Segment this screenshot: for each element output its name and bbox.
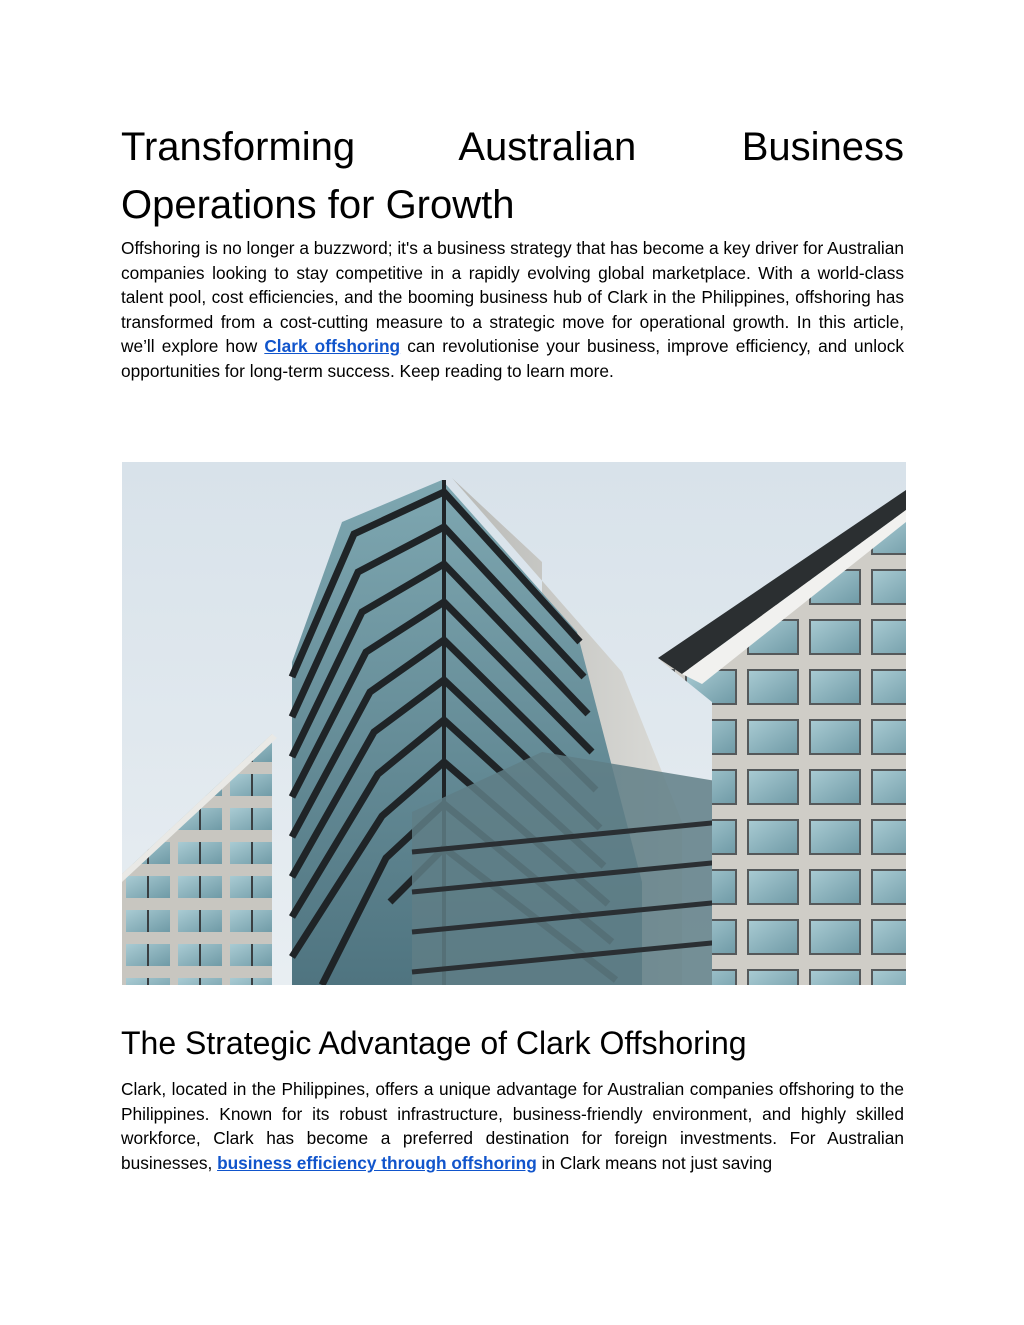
intro-paragraph	[121, 236, 904, 384]
intro-text-end: can revolutionise your business, improve efficiency, and unlock opportunities for long-term success. Keep reading to learn more.	[121, 336, 904, 381]
section-paragraph	[121, 1077, 904, 1175]
building-photo	[122, 462, 906, 985]
page-title: Transforming Australian Business Operations for Growth	[121, 125, 904, 227]
office-building-icon	[122, 462, 906, 985]
section-text-start: Clark, located in the Philippines, offers a unique advantage for Australian companies offshoring to the Philippines. Known for its robust infrastructure, business-friendly environment, and highly skilled workforce, Clark has become a preferred destination for foreign investments. For Australian businesses,	[121, 1079, 904, 1173]
clark-offshoring-link[interactable]: Clark offshoring	[264, 336, 401, 357]
business-efficiency-link[interactable]: business efficiency through offshoring	[217, 1152, 537, 1173]
section-heading: The Strategic Advantage of Clark Offshoring	[121, 1025, 747, 1061]
section-text-end: in Clark means not just saving	[536, 1152, 773, 1173]
intro-text-start: Offshoring is no longer a buzzword; it's a business strategy that has become a key driver for Australian companies looking to stay competitive in a rapidly evolving global marketplace. With a world-class talent pool, cost efficiencies, and the booming business hub of Clark in the Philippines, offshoring has transformed from a cost-cutting measure to a strategic move for operational growth. In this article, we’ll explore how	[121, 238, 904, 357]
